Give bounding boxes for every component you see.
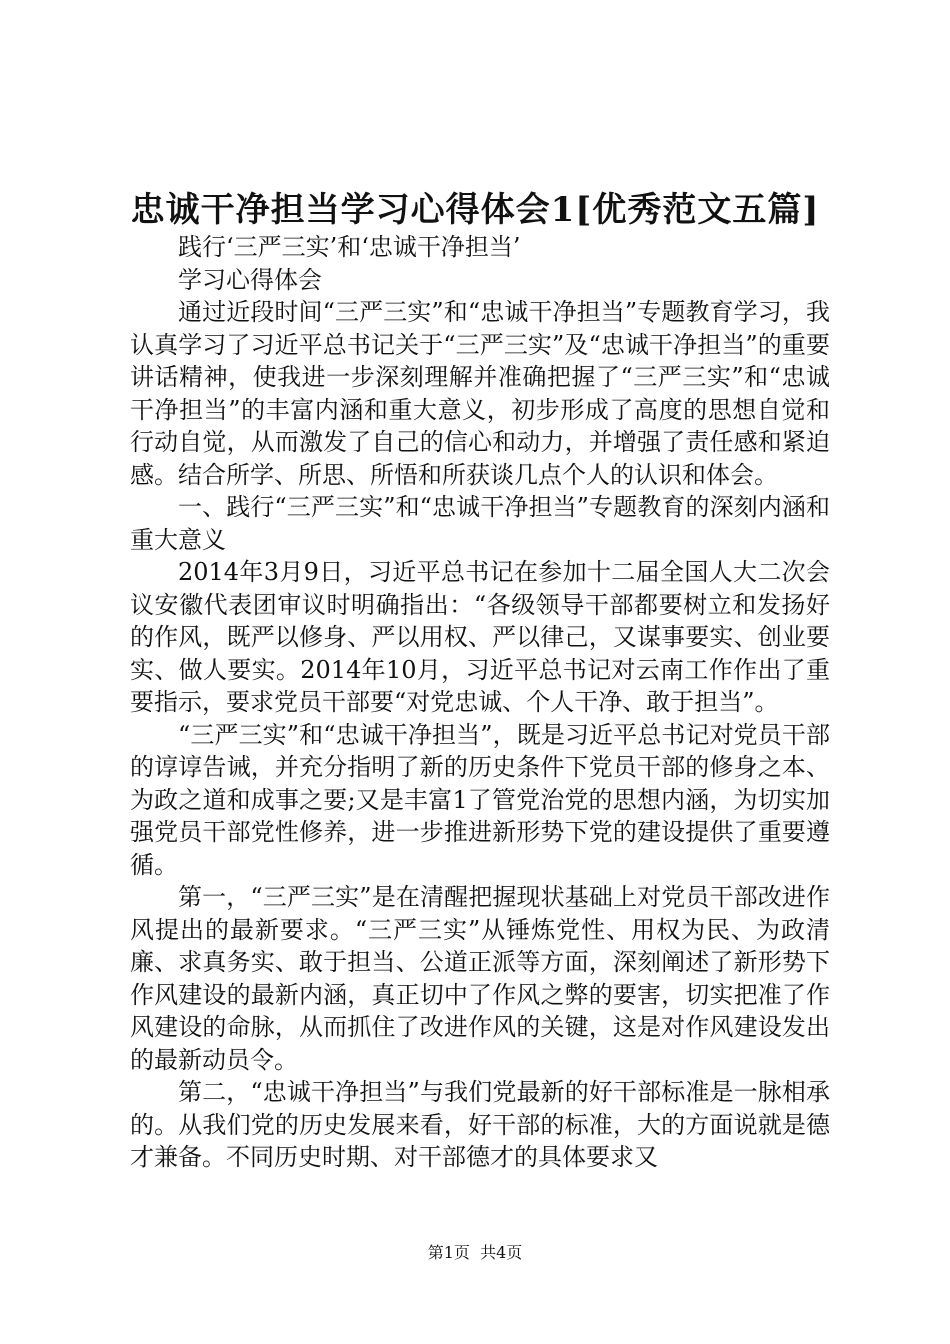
document-body [130, 231, 830, 1174]
document-title: 忠诚干净担当学习心得体会1[优秀范文五篇] [130, 190, 820, 230]
section-heading-1: 一、践行“三严三实”和“忠诚干净担当”专题教育的深刻内涵和重大意义 [130, 493, 830, 554]
paragraph-first: 第一，“三严三实”是在清醒把握现状基础上对党员干部改进作风提出的最新要求。“三严三实”从锤炼党性、用权为民、为政清廉、求真务实、敢于担当、公道正派等方面，深刻阐述了新形势下作风建设的最新内涵，真正切中了作风之弊的要害，切实把准了作风建设的命脉，从而抓住了改进作风的关键，这是对作风建设发出的最新动员令。 [130, 883, 830, 1074]
subtitle-line-1: 践行‘三严三实’和‘忠诚干净担当’ [178, 233, 521, 261]
subtitle-line-2: 学习心得体会 [178, 265, 322, 294]
paragraph-intro: 通过近段时间“三严三实”和“忠诚干净担当”专题教育学习，我认真学习了习近平总书记关于“三严三实”及“忠诚干净担当”的重要讲话精神，使我进一步深刻理解并准确把握了“三严三实”和“忠诚干净担当”的丰富内涵和重大意义，初步形成了高度的思想自觉和行动自觉，从而激发了自己的信心和动力，并增强了责任感和紧迫感。结合所学、所思、所悟和所获谈几点个人的认识和体会。 [130, 298, 830, 489]
paragraph-significance: “三严三实”和“忠诚干净担当”，既是习近平总书记对党员干部的谆谆告诫，并充分指明了新的历史条件下党员干部的修身之本、为政之道和成事之要;又是丰富1了管党治党的思想内涵，为切实加强党员干部党性修养，进一步推进新形势下党的建设提供了重要遵循。 [130, 720, 830, 879]
paragraph-2014: 2014年3月9日，习近平总书记在参加十二届全国人大二次会议安徽代表团审议时明确指出：“各级领导干部都要树立和发扬好的作风，既严以修身、严以用权、严以律己，又谋事要实、创业要实、做人要实。2014年10月，习近平总书记对云南工作作出了重要指示，要求党员干部要“对党忠诚、个人干净、敢于担当”。 [130, 558, 830, 716]
page-footer: 第1页 共4页 [427, 1243, 523, 1262]
paragraph-second: 第二，“忠诚干净担当”与我们党最新的好干部标准是一脉相承的。从我们党的历史发展来看，好干部的标准，大的方面说就是德才兼备。不同历史时期、对干部德才的具体要求又 [130, 1078, 830, 1171]
